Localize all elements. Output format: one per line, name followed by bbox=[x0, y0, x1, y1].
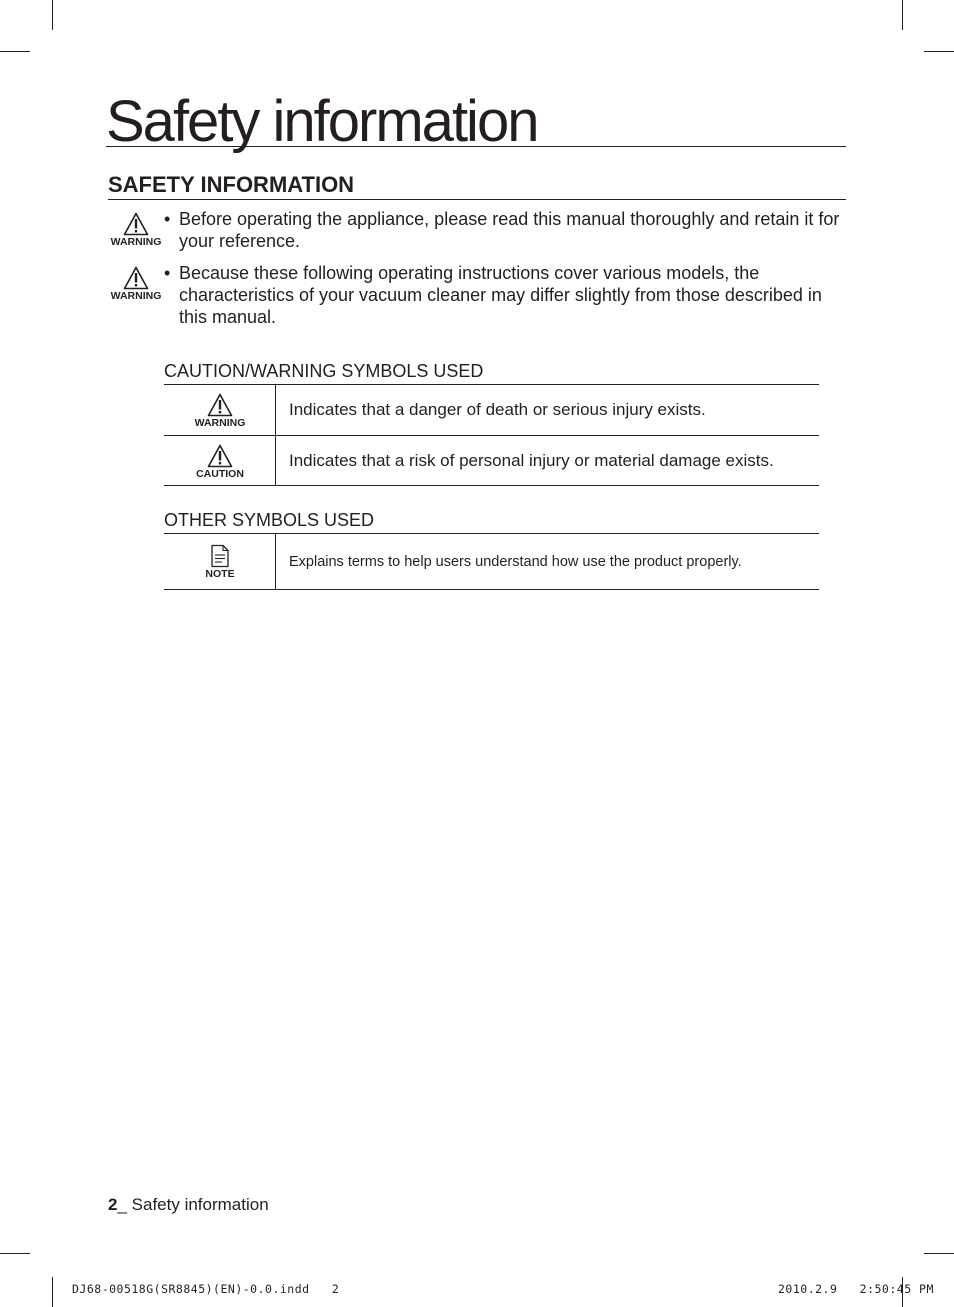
footer-section: Safety information bbox=[131, 1195, 269, 1214]
crop-mark bbox=[924, 51, 954, 52]
table-row bbox=[164, 385, 819, 436]
crop-mark bbox=[0, 51, 30, 52]
slug-date: 2010.2.9 2:50:45 PM bbox=[778, 1282, 934, 1296]
page-title: Safety information bbox=[106, 86, 846, 147]
badge-label: WARNING bbox=[194, 417, 246, 429]
list-item-text: Because these following operating instructions cover various models, the characteristics of your vacuum cleaner may differ slightly from those described in this manual. bbox=[179, 263, 822, 327]
warning-badge bbox=[192, 393, 248, 429]
caution-icon bbox=[207, 444, 233, 468]
caution-symbols-table bbox=[164, 384, 819, 486]
footer-separator: _ bbox=[117, 1195, 132, 1214]
table-row bbox=[164, 534, 819, 590]
page-number: 2 bbox=[108, 1195, 118, 1214]
list-item bbox=[164, 208, 848, 252]
symbol-description: Indicates that a risk of personal injury or material damage exists. bbox=[289, 450, 774, 470]
symbol-description: Explains terms to help users understand how use the product properly. bbox=[289, 553, 742, 570]
page-footer bbox=[108, 1194, 269, 1216]
warning-badge bbox=[108, 266, 164, 302]
symbol-cell bbox=[164, 385, 276, 435]
bullet-icon: • bbox=[164, 263, 171, 283]
symbol-cell bbox=[164, 436, 276, 485]
badge-label: WARNING bbox=[110, 290, 162, 302]
other-symbols-heading: OTHER SYMBOLS USED bbox=[164, 510, 375, 530]
symbol-cell bbox=[164, 534, 276, 589]
crop-mark bbox=[902, 0, 903, 30]
crop-mark bbox=[924, 1253, 954, 1254]
bullet-icon: • bbox=[164, 209, 171, 229]
warning-icon bbox=[207, 393, 233, 417]
section-heading: SAFETY INFORMATION bbox=[108, 170, 846, 200]
note-icon bbox=[209, 544, 231, 568]
caution-badge bbox=[192, 444, 248, 480]
crop-mark bbox=[52, 1277, 53, 1307]
note-badge bbox=[192, 544, 248, 580]
caution-symbols-heading: CAUTION/WARNING SYMBOLS USED bbox=[164, 361, 484, 381]
warning-badge bbox=[108, 212, 164, 248]
slug-file: DJ68-00518G(SR8845)(EN)-0.0.indd 2 bbox=[72, 1282, 340, 1296]
other-symbols-table bbox=[164, 533, 819, 590]
symbol-description: Indicates that a danger of death or serious injury exists. bbox=[289, 400, 706, 419]
warning-icon bbox=[123, 266, 149, 290]
badge-label: NOTE bbox=[205, 568, 235, 580]
warning-icon bbox=[123, 212, 149, 236]
crop-mark bbox=[0, 1253, 30, 1254]
badge-label: CAUTION bbox=[196, 468, 244, 480]
list-item-text: Before operating the appliance, please read this manual thoroughly and retain it for your reference. bbox=[179, 209, 840, 251]
badge-label: WARNING bbox=[110, 236, 162, 248]
list-item bbox=[164, 262, 848, 328]
crop-mark bbox=[52, 0, 53, 30]
table-row bbox=[164, 436, 819, 486]
